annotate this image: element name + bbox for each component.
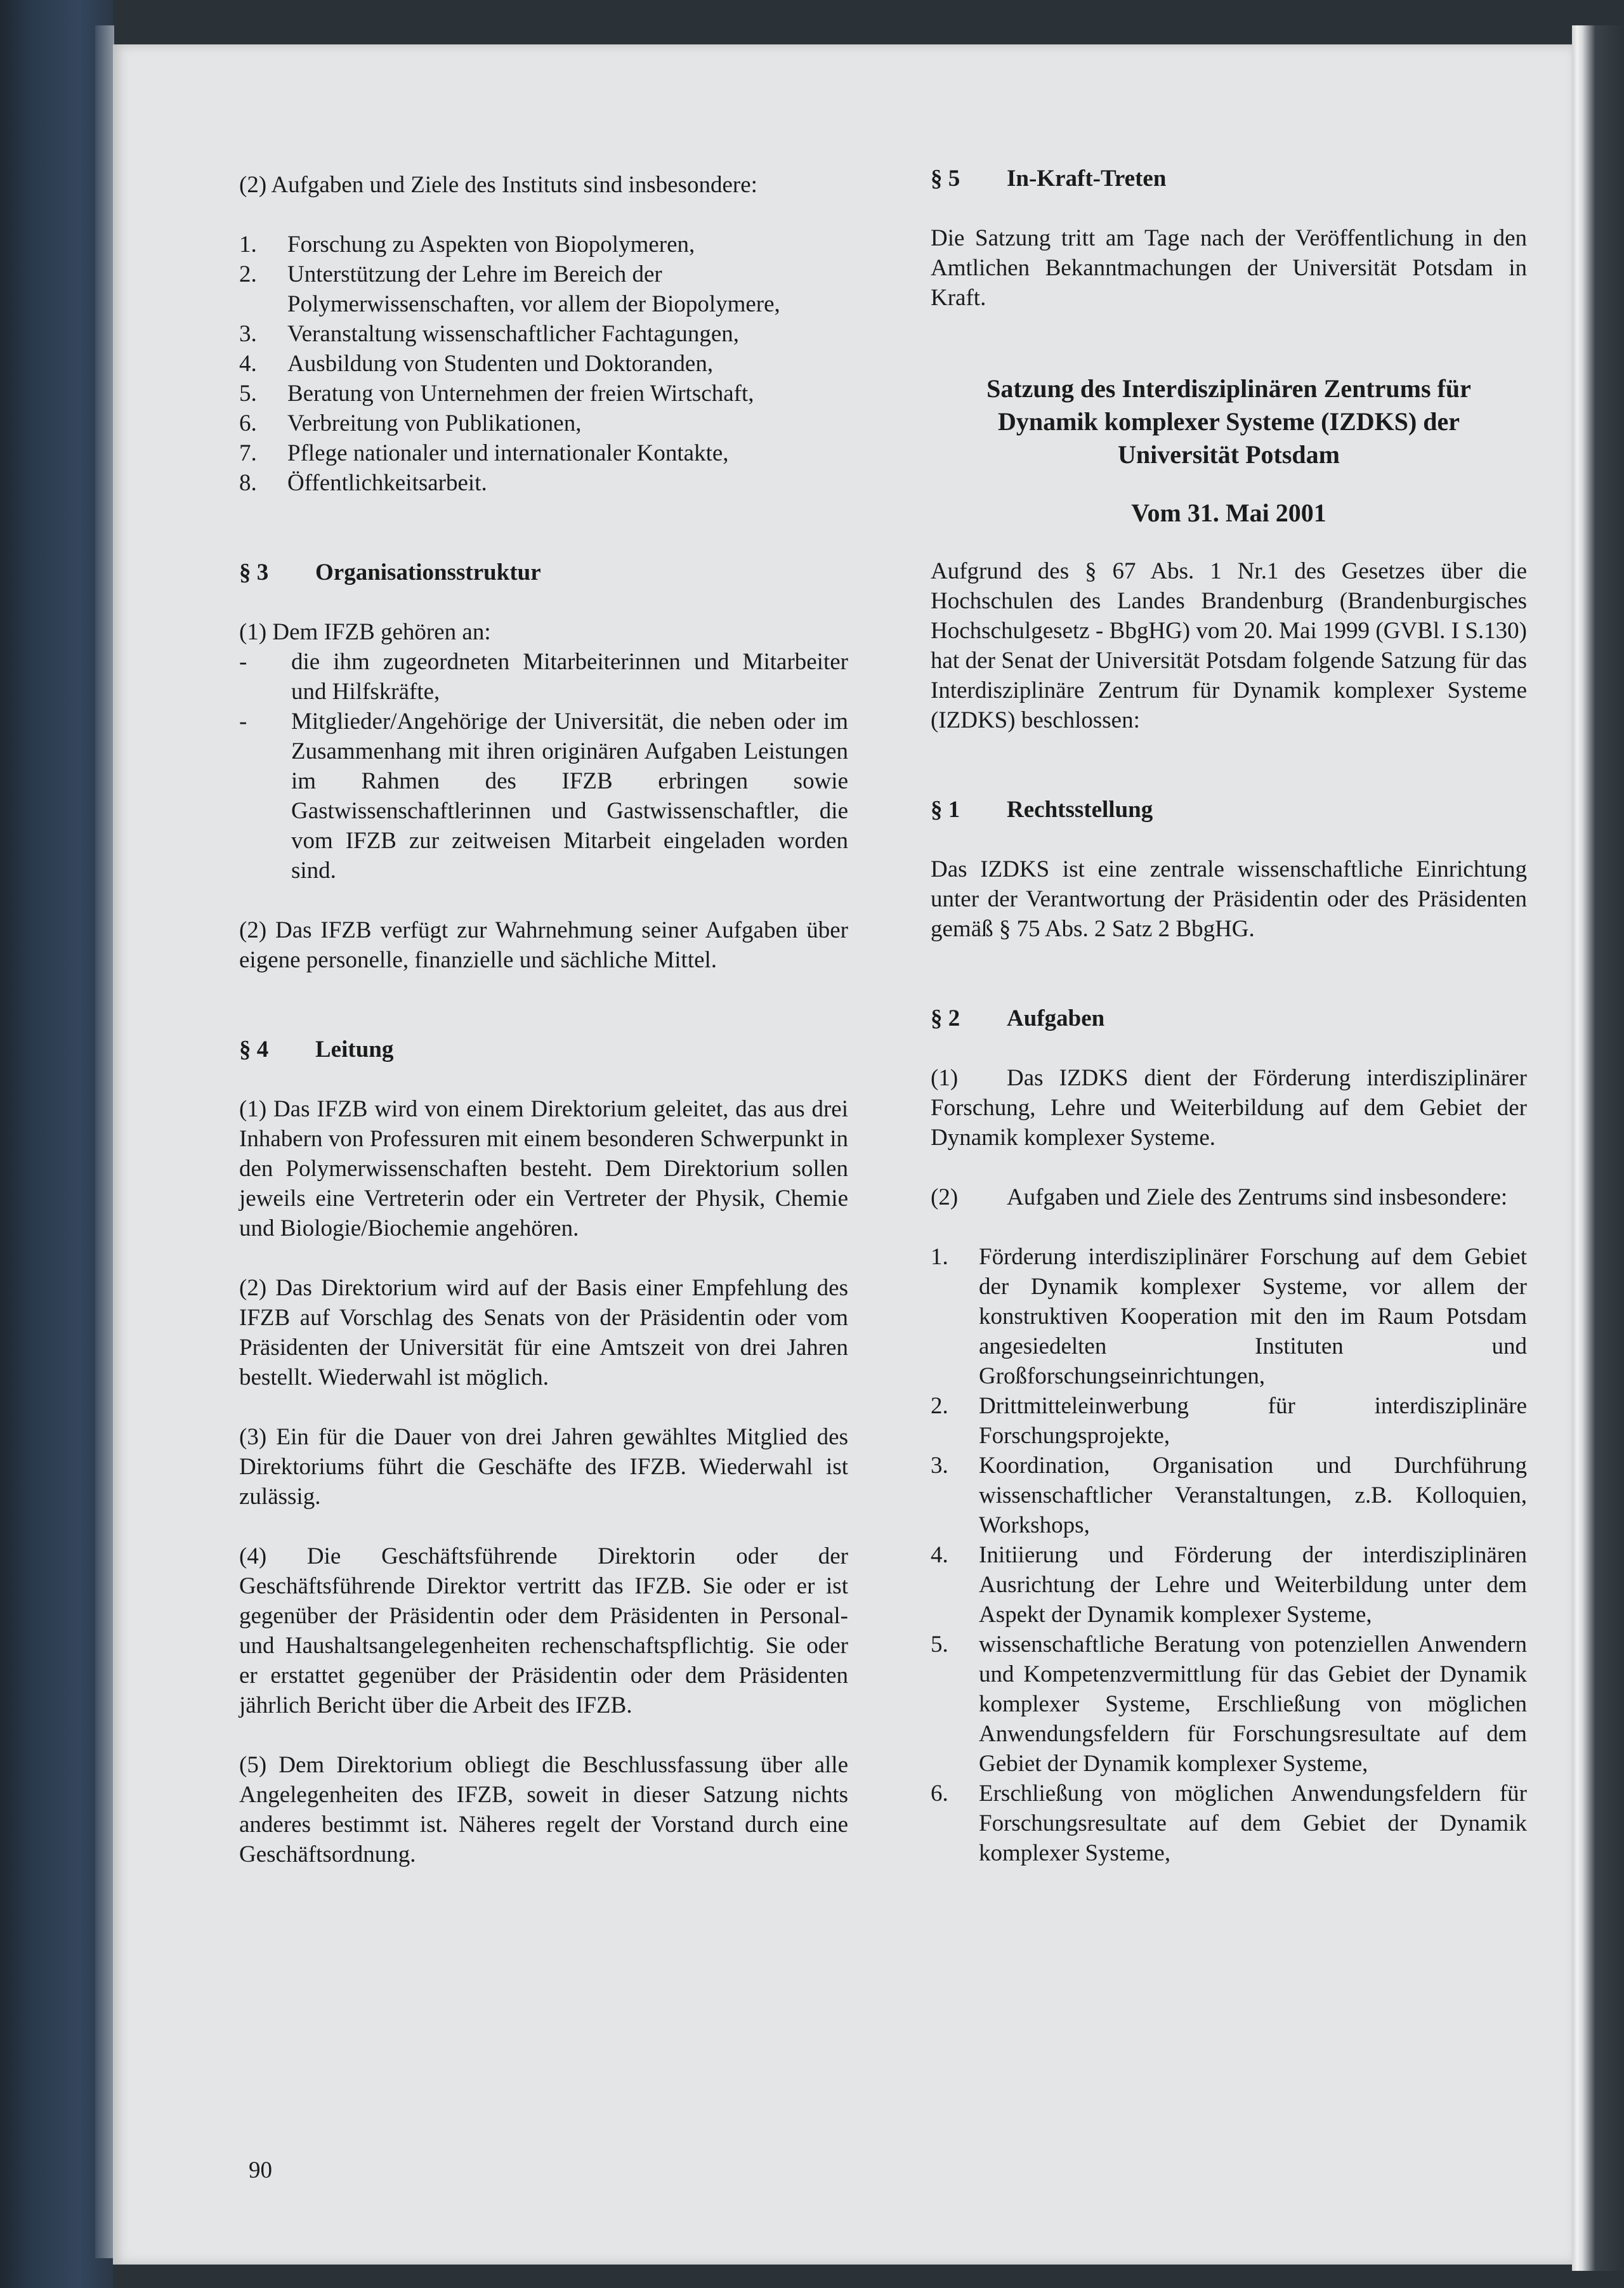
- section-3-heading: [239, 558, 848, 587]
- document-title: [931, 372, 1527, 471]
- section-1-paragraph: Das IZDKS ist eine zentrale wissenschaftliche Einrichtung unter der Verantwortung der Präsidentin oder des Präsidenten gemäß § 75 Abs. 2 Satz 2 BbgHG.: [931, 856, 1527, 942]
- section-4-paragraph-2: (2) Das Direktorium wird auf der Basis einer Empfehlung des IFZB auf Vorschlag des Senats von der Präsidentin oder vom Präsidenten der Universität für eine Amtszeit von drei Jahren bestellt. Wiederwahl ist möglich.: [239, 1275, 848, 1390]
- list-item: 5. wissenschaftliche Beratung von potenziellen Anwendern und Kompetenzvermittlung für das Gebiet der Dynamik komplexer Systeme, Erschließung von möglichen Anwendungsfeldern für Forschungsresultate auf dem Gebiet der Dynamik komplexer Systeme,: [931, 1631, 1527, 1777]
- section-4-paragraph-4: (4) Die Geschäftsführende Direktorin oder der Geschäftsführende Direktor vertritt das IFZB. Sie oder er ist gegenüber der Präsidentin oder dem Präsidenten in Personal- und Haushaltsangelegenheiten rechenschaftspflichtig. Sie oder er erstattet gegenüber der Präsidentin oder dem Präsidenten jährlich Bericht über die Arbeit des IFZB.: [239, 1543, 848, 1718]
- section-2-paragraph-2: (2) Aufgaben und Ziele des Zentrums sind insbesondere:: [931, 1184, 1508, 1210]
- section-number: § 5: [931, 166, 960, 192]
- list-item: 7. Pflege nationaler und internationaler Kontakte,: [239, 440, 729, 466]
- list-item: 3. Veranstaltung wissenschaftlicher Fachtagungen,: [239, 321, 740, 347]
- section-title: Leitung: [315, 1036, 394, 1062]
- page-stack-edge: [1572, 25, 1624, 2271]
- section-4-paragraph-5: (5) Dem Direktorium obliegt die Beschlussfassung über alle Angelegenheiten des IFZB, soweit in dieser Satzung nichts anderes bestimmt ist. Näheres regelt der Vorstand durch eine Geschäftsordnung.: [239, 1752, 848, 1867]
- list-item: 2. Unterstützung der Lehre im Bereich der Polymerwissenschaften, vor allem der Biopolymere,: [239, 261, 780, 317]
- section-4-paragraph-3: (3) Ein für die Dauer von drei Jahren gewähltes Mitglied des Direktoriums führt die Geschäfte des IFZB. Wiederwahl ist zulässig.: [239, 1424, 848, 1510]
- section-number: § 1: [931, 797, 960, 823]
- left-column: [239, 170, 848, 1869]
- section-number: § 4: [239, 1036, 269, 1062]
- section-title: In-Kraft-Treten: [1007, 166, 1167, 192]
- section-title: Aufgaben: [1007, 1005, 1105, 1031]
- section-title: Rechtsstellung: [1007, 797, 1153, 823]
- list-item: 6. Verbreitung von Publikationen,: [239, 410, 582, 436]
- preamble: Aufgrund des § 67 Abs. 1 Nr.1 des Gesetzes über die Hochschulen des Landes Brandenburg (Brandenburgisches Hochschulgesetz - BbgHG) vom 20. Mai 1999 (GVBl. I S.130) hat der Senat der Universität Potsdam folgende Satzung für das Interdisziplinäre Zentrum für Dynamik komplexer Systeme (IZDKS) beschlossen:: [931, 558, 1527, 733]
- document-date: Vom 31. Mai 2001: [1131, 499, 1326, 527]
- centre-goals-list: [931, 1242, 1527, 1868]
- section-4-paragraph-1: (1) Das IFZB wird von einem Direktorium geleitet, das aus drei Inhabern von Professuren mit einem besonderen Schwerpunkt in den Polymerwissenschaften besteht. Dem Direktorium sollen jeweils eine Vertreterin oder ein Vertreter der Physik, Chemie und Biologie/Biochemie angehören.: [239, 1096, 848, 1241]
- section-3-paragraph-2: (2) Das IFZB verfügt zur Wahrnehmung seiner Aufgaben über eigene personelle, finanzielle und sächliche Mittel.: [239, 917, 848, 973]
- section-1-heading: [931, 795, 1527, 825]
- list-item: 2. Drittmitteleinwerbung für interdisziplinäre Forschungsprojekte,: [931, 1393, 1527, 1449]
- section-3-paragraph-1: (1) Dem IFZB gehören an:: [239, 619, 491, 645]
- section-number: § 2: [931, 1005, 960, 1031]
- list-item: 4. Ausbildung von Studenten und Doktoranden,: [239, 351, 714, 377]
- list-item: 6. Erschließung von möglichen Anwendungsfeldern für Forschungsresultate auf dem Gebiet der Dynamik komplexer Systeme,: [931, 1781, 1527, 1866]
- dash-item: - Mitglieder/Angehörige der Universität, die neben oder im Zusammenhang mit ihren originären Aufgaben Leistungen im Rahmen des IFZB erbringen sowie Gastwissenschaftlerinnen und Gastwissenschaftler, die vom IFZB zur zeitweisen Mitarbeit eingeladen worden sind.: [239, 709, 848, 884]
- page-number: 90: [249, 2157, 272, 2183]
- section-5-paragraph: Die Satzung tritt am Tage nach der Veröffentlichung in den Amtlichen Bekanntmachungen der Universität Potsdam in Kraft.: [931, 225, 1527, 311]
- institute-goals-intro: (2) Aufgaben und Ziele des Instituts sind insbesondere:: [239, 172, 757, 198]
- section-5-heading: [931, 164, 1527, 193]
- list-item: 1. Förderung interdisziplinärer Forschung auf dem Gebiet der Dynamik komplexer Systeme, vor allem der konstruktiven Kooperation mit den im Raum Potsdam angesiedelten Instituten und Großforschungseinrichtungen,: [931, 1244, 1527, 1389]
- institute-goals-list: [239, 230, 848, 498]
- section-4-heading: [239, 1035, 848, 1064]
- list-item: 5. Beratung von Unternehmen der freien Wirtschaft,: [239, 381, 754, 407]
- book-cover-edge: [95, 25, 114, 2258]
- list-item: 1. Forschung zu Aspekten von Biopolymeren,: [239, 232, 695, 258]
- right-column: [931, 164, 1527, 1868]
- section-title: Organisationsstruktur: [315, 559, 541, 585]
- list-item: 3. Koordination, Organisation und Durchführung wissenschaftlicher Veranstaltungen, z.B. Kolloquien, Workshops,: [931, 1453, 1527, 1538]
- section-2-paragraph-1: (1) Das IZDKS dient der Förderung interdisziplinärer Forschung, Lehre und Weiterbildung auf dem Gebiet der Dynamik komplexer Systeme.: [931, 1065, 1527, 1151]
- list-item: 8. Öffentlichkeitsarbeit.: [239, 470, 487, 496]
- list-item: 4. Initiierung und Förderung der interdisziplinären Ausrichtung der Lehre und Weiterbildung unter dem Aspekt der Dynamik komplexer Systeme,: [931, 1542, 1527, 1628]
- title-line: Satzung des Interdisziplinären Zentrums für: [986, 374, 1471, 403]
- title-line: Dynamik komplexer Systeme (IZDKS) der: [997, 407, 1460, 436]
- section-number: § 3: [239, 559, 269, 585]
- section-2-heading: [931, 1003, 1527, 1033]
- title-line: Universität Potsdam: [1118, 440, 1340, 469]
- dash-item: - die ihm zugeordneten Mitarbeiterinnen und Mitarbeiter und Hilfskräfte,: [239, 649, 848, 705]
